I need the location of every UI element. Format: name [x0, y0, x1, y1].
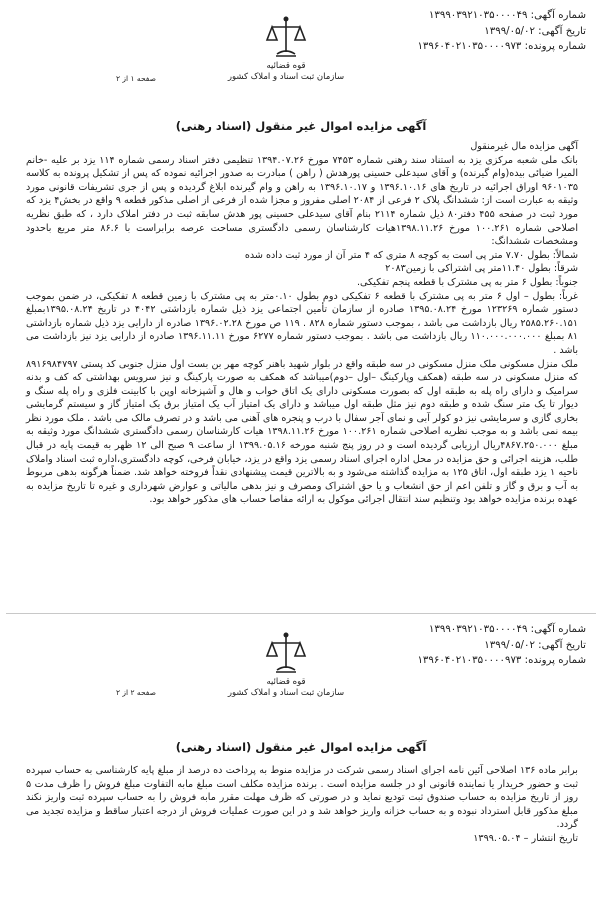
- judiciary-emblem-icon: [265, 630, 307, 676]
- ad-date: تاریخ آگهی: ۱۳۹۹/۰۵/۰۲: [484, 25, 586, 37]
- organization-label: سازمان ثبت اسناد و املاک کشور: [227, 72, 345, 82]
- judiciary-emblem-icon: [265, 14, 307, 60]
- page-number: صفحه ۲ از ۲: [116, 688, 156, 697]
- paragraph: بانک ملی شعبه مرکزی یزد به استناد سند رهنی شماره ۷۴۵۳ مورخ ۱۳۹۴.۰۷.۲۶ تنظیمی دفتر اسناد رسمی شماره ۱۱۴ یزد بر علیه -خانم المیرا ضیائی بیده(وام گیرنده) و آقای سیدعلی حسینی پورهدش ( راهن ) مبادرت به صدور اجرائیه نموده که پس از تشکیل پرونده به کلاسه ۹۶۰۱۰۳۵ اوراق اجرائیه در تاریخ های ۱۳۹۶.۱۰.۱۶ و ۱۳۹۶.۱۰.۱۷ به راهن و وام گیرنده ابلاغ گردیده و پس از جری تشریفات قانونی مورد وثیقه به عبارت است از: ششدانگ پلاک ۲ فرعی از ۲۰۸۴ اصلی مفروز و مجزا شده از فرعی از اصلی مذکور قطعه ۹ واقع در بخش۴ یزد که مورد ثبت در صفحه ۴۵۵ دفتر۸۰ ذیل شماره ۲۱۱۴ بنام آقای سیدعلی حسینی پور هدش سابقه ثبت در دفتر املاک دارد ، که طبق نظریه اصلاحی شماره ۱۰۰.۲۶۱ مورخ ۱۳۹۸.۱۱.۲۶هیات کارشناسان رسمی دادگستری مساحت عرصه برابراست با ۸۶.۶ متر مربع باحدود ومشخصات ششدانگ:: [26, 154, 579, 248]
- ad-date: تاریخ آگهی: ۱۳۹۹/۰۵/۰۲: [484, 639, 586, 651]
- publication-date: تاریخ انتشار – ۱۳۹۹.۰۵.۰۴: [473, 832, 578, 844]
- notice-meta: [326, 622, 586, 669]
- notice-page-2: [0, 618, 602, 908]
- notice-title: آگهی مزایده اموال غیر منقول (اسناد رهنی): [175, 740, 427, 754]
- notice-body: [26, 140, 578, 507]
- judiciary-emblem: [222, 14, 350, 83]
- case-number: شماره پرونده: ۱۳۹۶۰۴۰۲۱۰۳۵۰۰۰۰۹۷۳: [417, 41, 586, 52]
- paragraph: غرباً: بطول – اول ۶ متر به پی مشترک با قطعه ۶ تفکیکی دوم بطول ۰.۱۰متر به پی مشترک با زمین قطعه ۸ تفکیکی، در ضمن بموجب دستور شماره ۱۲۳۲۶۹ مورخ ۱۳۹۵.۰۸.۲۴ صادره از سازمان تأمین اجتماعی یزد ذیل شماره بازداشتی ۴۰۴۲ در تاریخ ۱۳۹۵.۰۸.۲۴بمبلغ ۲۵۸۵.۲۶۰.۱۵۱ ریال بازداشت می باشد ، بموجب دستور شماره ۸۲۸ . ۱۱۹ ص مورخ ۱۳۹۶.۰۲.۲۸ صادره از دارایی یزد ذیل شماره بازداشتی ۸۱ بمبلغ ۱۱۰.۰۰۰.۰۰۰.۰۰۰ ریال بازداشت می باشد . بموجب دستور شماره ۶۲۷۷ مورخ ۱۳۹۶.۱۱.۱۱ صادره از دارایی یزد نیز بازداشت می باشد .: [26, 290, 579, 356]
- ad-number: شماره آگهی: ۱۳۹۹۰۳۹۲۱۰۳۵۰۰۰۰۴۹: [428, 10, 586, 21]
- paragraph: آگهی مزایده مال غیرمنقول: [470, 141, 578, 152]
- notice-meta: [326, 8, 586, 55]
- judiciary-emblem: [222, 630, 350, 699]
- judiciary-label: قوه قضائیه: [266, 61, 306, 71]
- organization-label: سازمان ثبت اسناد و املاک کشور: [227, 688, 345, 698]
- case-number: شماره پرونده: ۱۳۹۶۰۴۰۲۱۰۳۵۰۰۰۰۹۷۳: [417, 655, 586, 666]
- judiciary-label: قوه قضائیه: [266, 677, 306, 687]
- paragraph: شمالاً: بطول ۷.۷۰ متر پی است به کوچه ۸ متری که ۴ متر آن از مورد ثبت داده شده: [244, 249, 578, 261]
- ad-number: شماره آگهی: ۱۳۹۹۰۳۹۲۱۰۳۵۰۰۰۰۴۹: [428, 624, 586, 635]
- page-divider: [6, 613, 596, 614]
- notice-body: [26, 764, 578, 846]
- page-number: صفحه ۱ از ۲: [116, 74, 156, 83]
- paragraph: شرقاً: بطول ۱۱.۴۰متر پی اشتراکی با زمین۲۰۸۳: [385, 263, 578, 275]
- paragraph: ملک منزل مسکونی ملک منزل مسکونی در سه طبقه واقع در بلوار شهید باهنر کوچه مهر بن بست اول منزل جنوبی کد پستی ۸۹۱۶۹۸۴۷۹۷ که منزل مسکونی در سه طبقه (همکف وپارکینگ –اول –دوم)میباشد که همکف به صورت پارکینگ و نیز سرویس بهداشتی که کف و بدنه سرامیک و دارای راه پله به طبقه اول که بصورت مسکونی دارای یک اتاق خواب و هال و آشپزخانه اوپن با کابینت فلزی و راه پله سنگ و دیوار تا یک متر سنگ شده و طبقه دوم نیز مثل طبقه اول میباشد و دارای یک امتیاز آب یک امتیاز برق یک امتیاز گاز و سیستم گرمایشی بخاری گازی و سرمایشی نیز دو کولر آبی و نمای آجر سفال با درب و پنجره های آهنی می باشد و در تصرف مالک می باشد . ملک مورد نظر بیمه نمی باشد و به موجب نظریه اصلاحی شماره ۱۰۰.۲۶۱ مورخ ۱۳۹۸.۱۱.۲۶ هیات کارشناسان رسمی دادگستری ششدانگ مورد وثیقه به مبلغ ۴۸۶۷.۲۵۰.۰۰۰ریال ارزیابی گردیده است و در روز پنج شنبه مورخه ۱۳۹۹.۰۵.۱۶ از ساعت ۹ صبح الی ۱۲ ظهر به قیمت پایه در قبال طلب، هزینه اجرائی و حق مزایده در محل اداره اجرای اسناد رسمی یزد واقع در یزد، خیابان فرخی، کوچه دادگستری،اداره ثبت اسناد واملاک ناحیه ۱ یزد طبقه اول، اتاق ۱۲۵ به مزایده گذاشته می‌شود و به بالاترین قیمت پیشنهادی نقداً فروخته خواهد شد. ضمناً هرگونه بدهی مربوط به آب و برق و گاز و تلفن اعم از حق انشعاب و یا حق اشتراک ومصرف و نیز بدهی مالیاتی و عوارض شهرداری و غیره تا تاریخ مزایده به عهده برنده مزایده خواهد بود وتنظیم سند انتقال اجرائی موکول به ارائه مفاصا حساب های مذکور خواهد بود.: [26, 358, 579, 506]
- paragraph: جنوباً: بطول ۶ متر به پی مشترک با قطعه پنجم تفکیکی.: [356, 276, 578, 288]
- notice-title: آگهی مزایده اموال غیر منقول (اسناد رهنی): [175, 119, 427, 133]
- paragraph: برابر ماده ۱۳۶ اصلاحی آئین نامه اجرای اسناد رسمی شرکت در مزایده منوط به پرداخت ده درصد از مبلغ پایه کارشناسی به حساب سپرده ثبت و حضور خریدار یا نماینده قانونی او در جلسه مزایده است . برنده مزایده مکلف است مبلغ مابه التفاوت مبلغ فروش را ظرف مدت ۵ روز از تاریخ مزایده به حساب صندوق ثبت تودیع نماید و در صورتی که ظرف مهلت مقرر مابه فروش را به حساب سپرده ثبت واریز نکند مبلغ مذکور قابل استرداد نبوده و به حساب خزانه واریز خواهد شد و در این صورت عملیات فروش از درجه اعتبار ساقط و مزایده تجدید می گردد.: [26, 765, 578, 831]
